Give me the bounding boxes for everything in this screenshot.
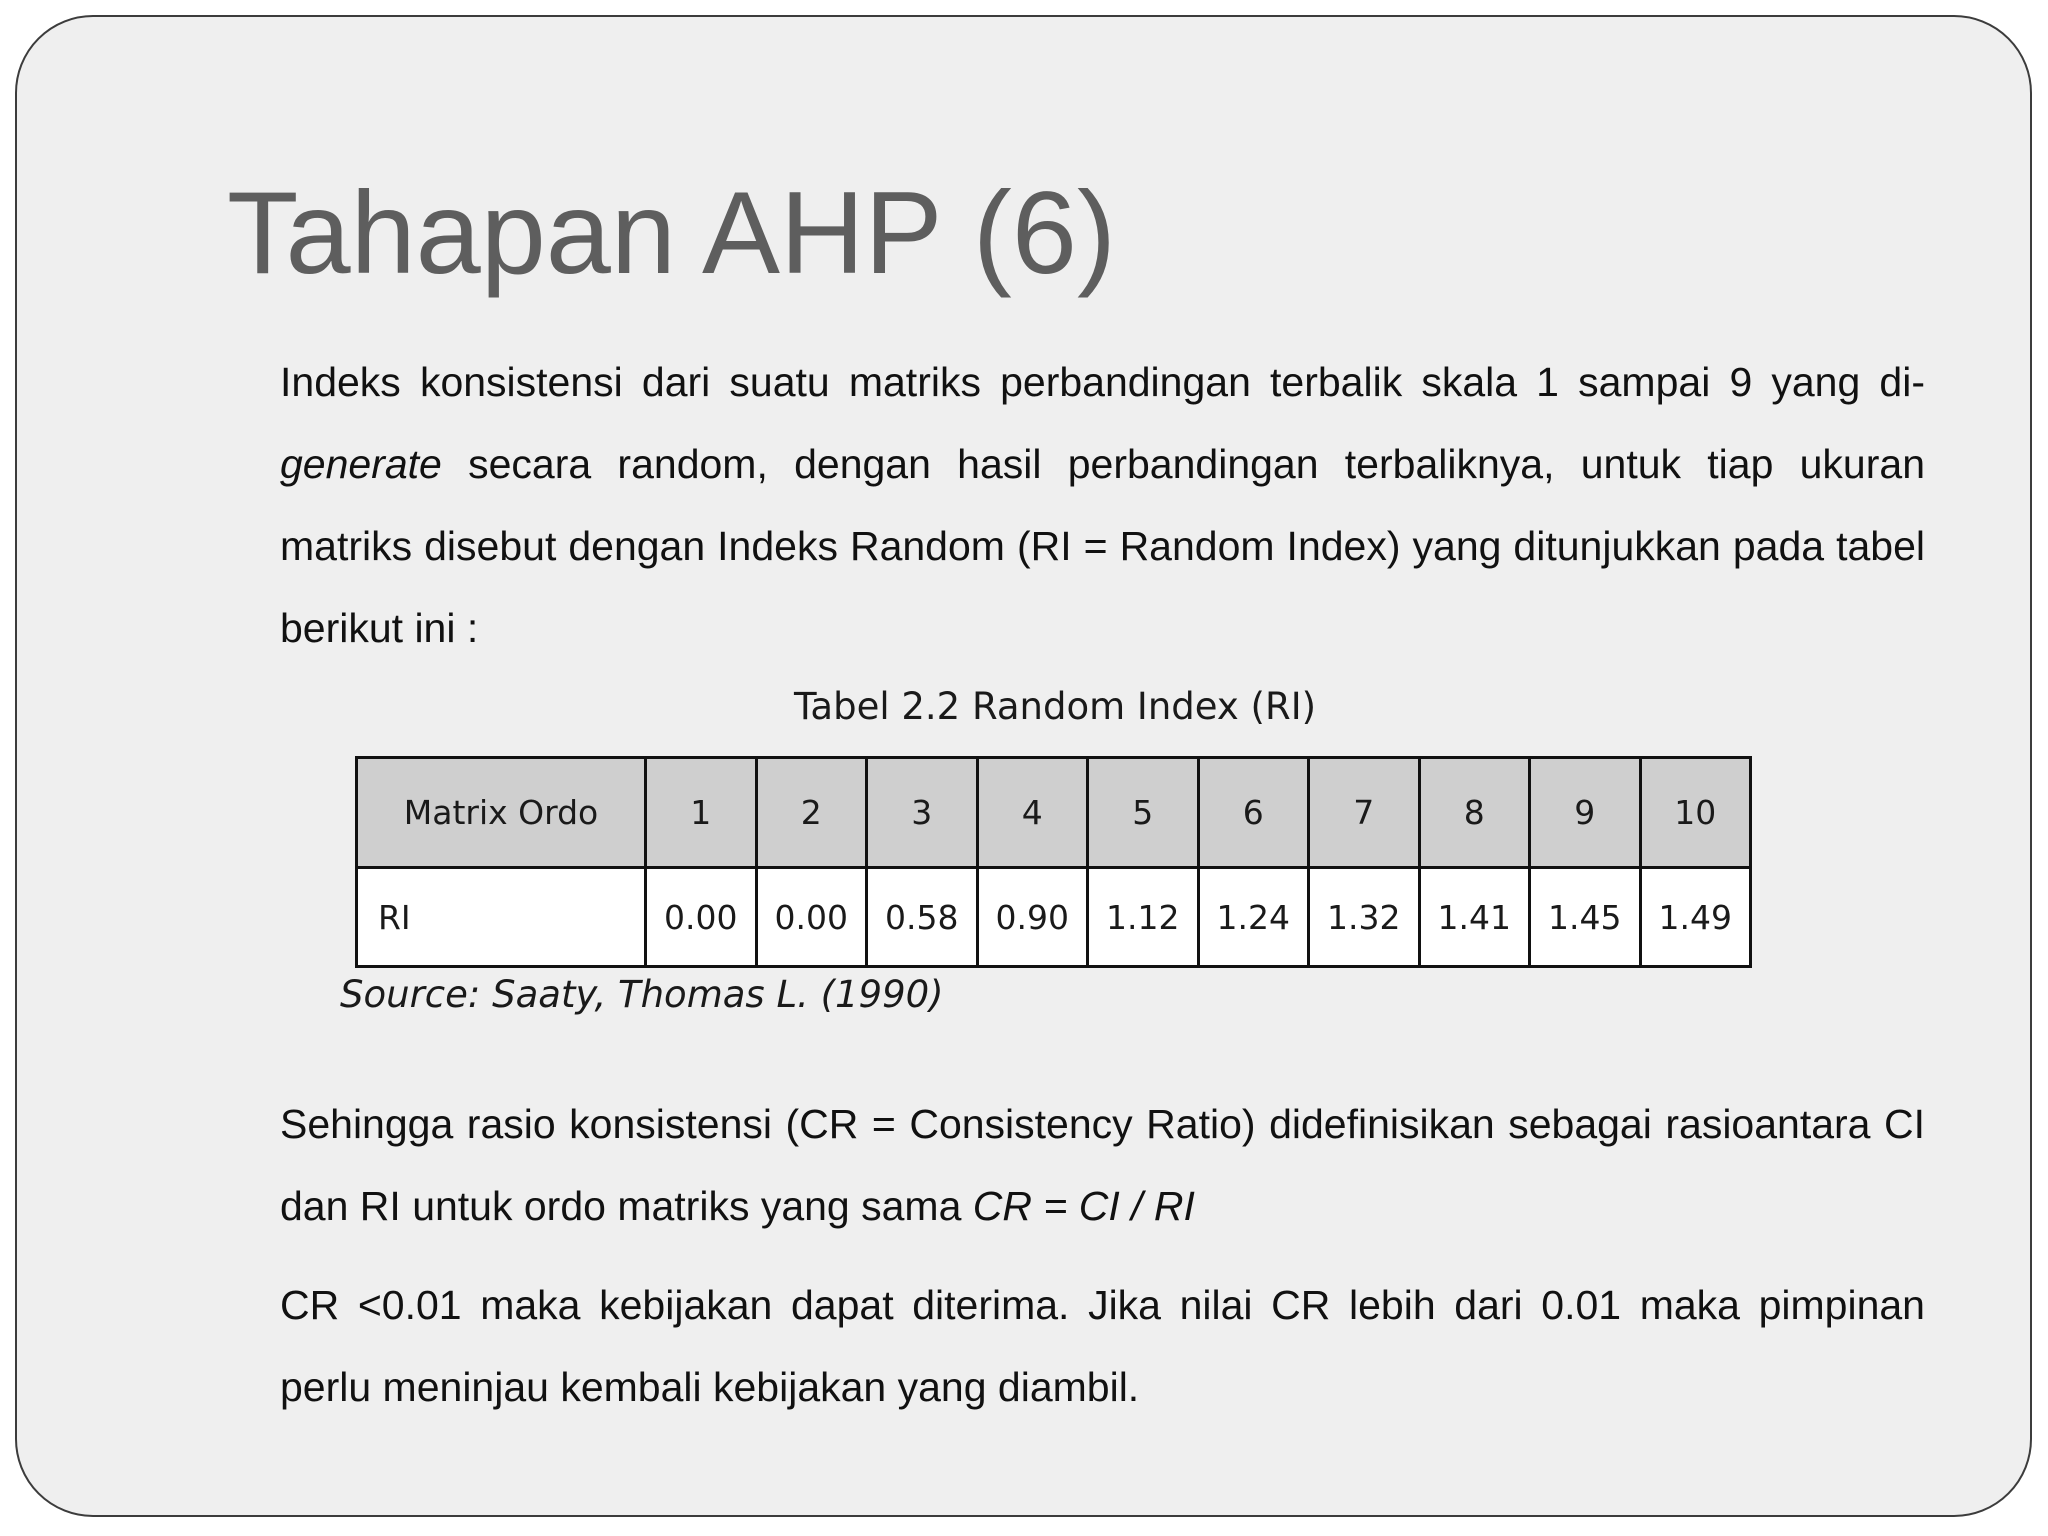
paragraph-1-rest: secara random, dengan hasil perbandingan terbaliknya, untuk tiap ukuran matriks disebut dengan Indeks Random (RI = Random Index) yang ditunjukkan pada tabel berikut ini :	[280, 441, 1925, 651]
header-cell: 5	[1088, 758, 1199, 868]
consistency-ratio-formula: CR = CI / RI	[972, 1183, 1195, 1229]
paragraph-random-index-intro	[280, 341, 1925, 669]
value-cell: 1.41	[1419, 868, 1530, 967]
value-cell: 0.00	[646, 868, 757, 967]
slide-title: Tahapan AHP (6)	[227, 167, 1116, 298]
row-label-cell: RI	[357, 868, 646, 967]
paragraph-1-emphasis: generate	[280, 441, 442, 487]
value-cell: 0.90	[977, 868, 1088, 967]
header-cell: 4	[977, 758, 1088, 868]
header-cell: 8	[1419, 758, 1530, 868]
value-cell: 0.58	[867, 868, 978, 967]
value-cell: 0.00	[756, 868, 867, 967]
value-cell: 1.24	[1198, 868, 1309, 967]
table-source-note: Source: Saaty, Thomas L. (1990)	[340, 973, 944, 1016]
header-cell: 9	[1530, 758, 1641, 868]
value-cell: 1.45	[1530, 868, 1641, 967]
value-cell: 1.12	[1088, 868, 1199, 967]
table-caption: Tabel 2.2 Random Index (RI)	[793, 685, 1317, 728]
paragraph-consistency-ratio	[280, 1083, 1925, 1247]
table-header-row	[357, 758, 1751, 868]
header-cell: 2	[756, 758, 867, 868]
header-cell: 6	[1198, 758, 1309, 868]
header-cell: 7	[1309, 758, 1420, 868]
table-row	[357, 868, 1751, 967]
value-cell: 1.32	[1309, 868, 1420, 967]
paragraph-1-intro: Indeks konsistensi dari suatu matriks perbandingan terbalik skala 1 sampai 9 yang di-	[280, 359, 1925, 405]
paragraph-cr-threshold: CR <0.01 maka kebijakan dapat diterima. Jika nilai CR lebih dari 0.01 maka pimpinan perlu meninjau kembali kebijakan yang diambil.	[280, 1282, 1925, 1410]
header-cell-label: Matrix Ordo	[357, 758, 646, 868]
header-cell: 3	[867, 758, 978, 868]
header-cell: 10	[1640, 758, 1751, 868]
header-cell: 1	[646, 758, 757, 868]
value-cell: 1.49	[1640, 868, 1751, 967]
random-index-table	[355, 756, 1752, 968]
paragraph-2-text: Sehingga rasio konsistensi (CR = Consistency Ratio) didefinisikan sebagai rasioantara CI dan RI untuk ordo matriks yang sama	[280, 1101, 1925, 1229]
